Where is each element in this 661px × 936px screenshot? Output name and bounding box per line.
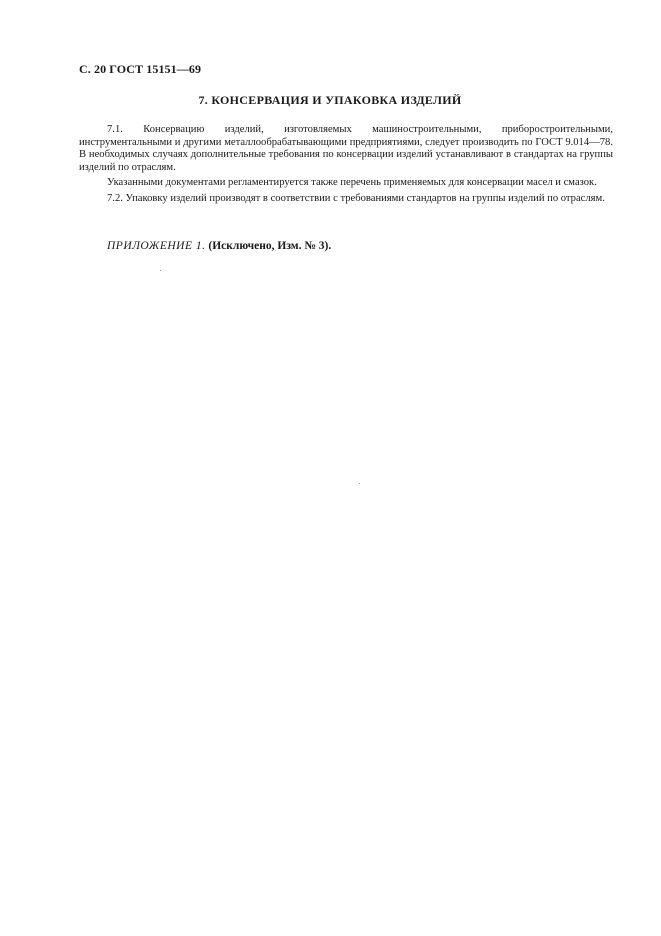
- scan-speck: [160, 270, 161, 271]
- paragraph-7-1: 7.1. Консервацию изделий, изготовляемых машиностроительными, приборостроительными, инструментальными и другими металлообрабатывающими предприятиями, следует производить по ГОСТ 9.014—78. В необходимых случаях дополнительные требования по консервации изделий устанавливают в стандартах на группы изделий по отраслям.: [79, 124, 613, 173]
- appendix-label: ПРИЛОЖЕНИЕ 1.: [107, 240, 206, 252]
- paragraph-7-2: 7.2. Упаковку изделий производят в соответствии с требованиями стандартов на группы изделий по отраслям.: [107, 192, 605, 204]
- appendix-note: (Исключено, Изм. № 3).: [205, 240, 332, 252]
- section-title: 7. КОНСЕРВАЦИЯ И УПАКОВКА ИЗДЕЛИЙ: [198, 93, 462, 107]
- page-header: С. 20 ГОСТ 15151—69: [79, 62, 202, 76]
- section-body: [79, 124, 613, 206]
- paragraph-oils-greases: Указанными документами регламентируется также перечень применяемых для консервации масел и смазок.: [107, 177, 597, 189]
- appendix-line: [107, 240, 331, 252]
- scan-speck: [359, 483, 360, 484]
